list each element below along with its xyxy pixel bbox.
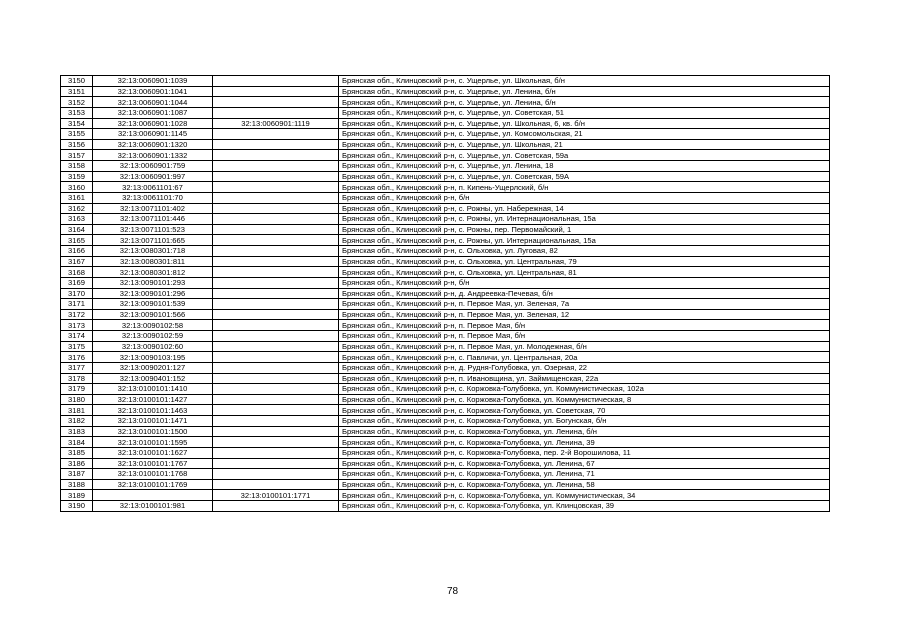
cadastral-number-cell: 32:13:0100101:1769 bbox=[93, 479, 213, 490]
row-number-cell: 3164 bbox=[61, 224, 93, 235]
table-row bbox=[61, 469, 830, 480]
secondary-cadastral-number-cell bbox=[213, 373, 339, 384]
row-number-cell: 3175 bbox=[61, 341, 93, 352]
row-number-cell: 3182 bbox=[61, 416, 93, 427]
row-number-cell: 3154 bbox=[61, 118, 93, 129]
table-row bbox=[61, 150, 830, 161]
table-row bbox=[61, 405, 830, 416]
secondary-cadastral-number-cell bbox=[213, 458, 339, 469]
secondary-cadastral-number-cell bbox=[213, 161, 339, 172]
table-row bbox=[61, 447, 830, 458]
row-number-cell: 3160 bbox=[61, 182, 93, 193]
address-cell: Брянская обл., Клинцовский р-н, с. Коржовка-Голубовка, ул. Коммунистическая, 102а bbox=[339, 384, 830, 395]
secondary-cadastral-number-cell bbox=[213, 86, 339, 97]
table-row bbox=[61, 161, 830, 172]
row-number-cell: 3161 bbox=[61, 192, 93, 203]
secondary-cadastral-number-cell bbox=[213, 203, 339, 214]
cadastral-number-cell: 32:13:0060901:1332 bbox=[93, 150, 213, 161]
cadastral-number-cell: 32:13:0060901:1028 bbox=[93, 118, 213, 129]
address-cell: Брянская обл., Клинцовский р-н, с. Ущерлье, ул. Ленина, б/н bbox=[339, 86, 830, 97]
cadastral-number-cell: 32:13:0090101:566 bbox=[93, 309, 213, 320]
cadastral-number-cell: 32:13:0061101:67 bbox=[93, 182, 213, 193]
table-row bbox=[61, 267, 830, 278]
secondary-cadastral-number-cell bbox=[213, 139, 339, 150]
secondary-cadastral-number-cell bbox=[213, 309, 339, 320]
cadastral-number-cell: 32:13:0100101:1427 bbox=[93, 394, 213, 405]
table-row bbox=[61, 437, 830, 448]
secondary-cadastral-number-cell bbox=[213, 256, 339, 267]
secondary-cadastral-number-cell bbox=[213, 384, 339, 395]
row-number-cell: 3166 bbox=[61, 246, 93, 257]
cadastral-number-cell: 32:13:0090101:293 bbox=[93, 277, 213, 288]
cadastral-number-cell: 32:13:0060901:1320 bbox=[93, 139, 213, 150]
row-number-cell: 3168 bbox=[61, 267, 93, 278]
table-row bbox=[61, 394, 830, 405]
address-cell: Брянская обл., Клинцовский р-н, с. Ущерлье, ул. Советская, 59а bbox=[339, 150, 830, 161]
table-row bbox=[61, 107, 830, 118]
table-row bbox=[61, 139, 830, 150]
table-row bbox=[61, 309, 830, 320]
secondary-cadastral-number-cell bbox=[213, 437, 339, 448]
table-row bbox=[61, 352, 830, 363]
cadastral-number-cell: 32:13:0090401:152 bbox=[93, 373, 213, 384]
cadastral-number-cell bbox=[93, 490, 213, 501]
address-cell: Брянская обл., Клинцовский р-н, п. Ивановщина, ул. Займищенская, 22а bbox=[339, 373, 830, 384]
row-number-cell: 3162 bbox=[61, 203, 93, 214]
registry-table-body bbox=[61, 76, 830, 512]
row-number-cell: 3172 bbox=[61, 309, 93, 320]
address-cell: Брянская обл., Клинцовский р-н, с. Коржовка-Голубовка, пер. 2-й Ворошилова, 11 bbox=[339, 447, 830, 458]
address-cell: Брянская обл., Клинцовский р-н, с. Ущерлье, ул. Школьная, 21 bbox=[339, 139, 830, 150]
row-number-cell: 3150 bbox=[61, 76, 93, 87]
address-cell: Брянская обл., Клинцовский р-н, с. Ущерлье, ул. Школьная, 6, кв. б/н bbox=[339, 118, 830, 129]
address-cell: Брянская обл., Клинцовский р-н, с. Коржовка-Голубовка, ул. Коммунистическая, 34 bbox=[339, 490, 830, 501]
cadastral-number-cell: 32:13:0071101:665 bbox=[93, 235, 213, 246]
cadastral-number-cell: 32:13:0100101:1500 bbox=[93, 426, 213, 437]
cadastral-number-cell: 32:13:0080301:718 bbox=[93, 246, 213, 257]
cadastral-number-cell: 32:13:0071101:446 bbox=[93, 214, 213, 225]
secondary-cadastral-number-cell bbox=[213, 501, 339, 512]
table-row bbox=[61, 416, 830, 427]
table-row bbox=[61, 203, 830, 214]
table-row bbox=[61, 479, 830, 490]
address-cell: Брянская обл., Клинцовский р-н, с. Рожны, ул. Набережная, 14 bbox=[339, 203, 830, 214]
secondary-cadastral-number-cell bbox=[213, 405, 339, 416]
address-cell: Брянская обл., Клинцовский р-н, б/н bbox=[339, 192, 830, 203]
address-cell: Брянская обл., Клинцовский р-н, п. Кипень-Ущерлский, б/н bbox=[339, 182, 830, 193]
table-row bbox=[61, 384, 830, 395]
table-row bbox=[61, 97, 830, 108]
page-number: 78 bbox=[446, 586, 459, 597]
row-number-cell: 3171 bbox=[61, 299, 93, 310]
address-cell: Брянская обл., Клинцовский р-н, с. Коржовка-Голубовка, ул. Коммунистическая, 8 bbox=[339, 394, 830, 405]
row-number-cell: 3158 bbox=[61, 161, 93, 172]
secondary-cadastral-number-cell bbox=[213, 182, 339, 193]
row-number-cell: 3173 bbox=[61, 320, 93, 331]
address-cell: Брянская обл., Клинцовский р-н, с. Рожны, ул. Интернациональная, 15а bbox=[339, 235, 830, 246]
cadastral-number-cell: 32:13:0100101:981 bbox=[93, 501, 213, 512]
row-number-cell: 3188 bbox=[61, 479, 93, 490]
secondary-cadastral-number-cell bbox=[213, 129, 339, 140]
cadastral-number-cell: 32:13:0100101:1471 bbox=[93, 416, 213, 427]
address-cell: Брянская обл., Клинцовский р-н, д. Рудня-Голубовка, ул. Озерная, 22 bbox=[339, 362, 830, 373]
address-cell: Брянская обл., Клинцовский р-н, с. Ущерлье, ул. Советская, 51 bbox=[339, 107, 830, 118]
table-row bbox=[61, 490, 830, 501]
secondary-cadastral-number-cell bbox=[213, 362, 339, 373]
table-row bbox=[61, 501, 830, 512]
cadastral-number-cell: 32:13:0060901:1145 bbox=[93, 129, 213, 140]
cadastral-number-cell: 32:13:0090102:59 bbox=[93, 331, 213, 342]
row-number-cell: 3184 bbox=[61, 437, 93, 448]
address-cell: Брянская обл., Клинцовский р-н, с. Коржовка-Голубовка, ул. Советская, 70 bbox=[339, 405, 830, 416]
secondary-cadastral-number-cell: 32:13:0060901:1119 bbox=[213, 118, 339, 129]
secondary-cadastral-number-cell bbox=[213, 320, 339, 331]
row-number-cell: 3180 bbox=[61, 394, 93, 405]
secondary-cadastral-number-cell bbox=[213, 447, 339, 458]
address-cell: Брянская обл., Клинцовский р-н, п. Первое Мая, ул. Зеленая, 12 bbox=[339, 309, 830, 320]
table-row bbox=[61, 299, 830, 310]
cadastral-number-cell: 32:13:0060901:759 bbox=[93, 161, 213, 172]
table-row bbox=[61, 171, 830, 182]
cadastral-number-cell: 32:13:0060901:1044 bbox=[93, 97, 213, 108]
table-row bbox=[61, 214, 830, 225]
address-cell: Брянская обл., Клинцовский р-н, с. Коржовка-Голубовка, ул. Ленина, б/н bbox=[339, 426, 830, 437]
row-number-cell: 3153 bbox=[61, 107, 93, 118]
address-cell: Брянская обл., Клинцовский р-н, с. Ущерлье, ул. Ленина, б/н bbox=[339, 97, 830, 108]
cadastral-number-cell: 32:13:0100101:1463 bbox=[93, 405, 213, 416]
row-number-cell: 3183 bbox=[61, 426, 93, 437]
secondary-cadastral-number-cell bbox=[213, 192, 339, 203]
table-row bbox=[61, 256, 830, 267]
table-row bbox=[61, 426, 830, 437]
secondary-cadastral-number-cell bbox=[213, 107, 339, 118]
secondary-cadastral-number-cell bbox=[213, 394, 339, 405]
row-number-cell: 3177 bbox=[61, 362, 93, 373]
secondary-cadastral-number-cell bbox=[213, 224, 339, 235]
table-row bbox=[61, 235, 830, 246]
row-number-cell: 3190 bbox=[61, 501, 93, 512]
row-number-cell: 3169 bbox=[61, 277, 93, 288]
cadastral-number-cell: 32:13:0071101:523 bbox=[93, 224, 213, 235]
secondary-cadastral-number-cell bbox=[213, 416, 339, 427]
secondary-cadastral-number-cell bbox=[213, 246, 339, 257]
cadastral-number-cell: 32:13:0090103:195 bbox=[93, 352, 213, 363]
address-cell: Брянская обл., Клинцовский р-н, с. Ущерлье, ул. Ленина, 18 bbox=[339, 161, 830, 172]
cadastral-number-cell: 32:13:0100101:1595 bbox=[93, 437, 213, 448]
cadastral-number-cell: 32:13:0090102:58 bbox=[93, 320, 213, 331]
address-cell: Брянская обл., Клинцовский р-н, с. Коржовка-Голубовка, ул. Ленина, 67 bbox=[339, 458, 830, 469]
table-row bbox=[61, 118, 830, 129]
secondary-cadastral-number-cell bbox=[213, 235, 339, 246]
secondary-cadastral-number-cell bbox=[213, 352, 339, 363]
table-row bbox=[61, 288, 830, 299]
cadastral-number-cell: 32:13:0061101:70 bbox=[93, 192, 213, 203]
table-row bbox=[61, 192, 830, 203]
cadastral-number-cell: 32:13:0060901:997 bbox=[93, 171, 213, 182]
table-row bbox=[61, 277, 830, 288]
cadastral-number-cell: 32:13:0080301:811 bbox=[93, 256, 213, 267]
cadastral-number-cell: 32:13:0071101:402 bbox=[93, 203, 213, 214]
table-row bbox=[61, 331, 830, 342]
row-number-cell: 3174 bbox=[61, 331, 93, 342]
address-cell: Брянская обл., Клинцовский р-н, б/н bbox=[339, 277, 830, 288]
address-cell: Брянская обл., Клинцовский р-н, с. Ольховка, ул. Центральная, 81 bbox=[339, 267, 830, 278]
table-row bbox=[61, 362, 830, 373]
address-cell: Брянская обл., Клинцовский р-н, п. Первое Мая, б/н bbox=[339, 331, 830, 342]
table-row bbox=[61, 224, 830, 235]
cadastral-number-cell: 32:13:0090201:127 bbox=[93, 362, 213, 373]
address-cell: Брянская обл., Клинцовский р-н, с. Ущерлье, ул. Школьная, б/н bbox=[339, 76, 830, 87]
secondary-cadastral-number-cell bbox=[213, 288, 339, 299]
address-cell: Брянская обл., Клинцовский р-н, с. Рожны, пер. Первомайский, 1 bbox=[339, 224, 830, 235]
table-row bbox=[61, 182, 830, 193]
secondary-cadastral-number-cell bbox=[213, 341, 339, 352]
row-number-cell: 3186 bbox=[61, 458, 93, 469]
address-cell: Брянская обл., Клинцовский р-н, с. Коржовка-Голубовка, ул. Богунская, б/н bbox=[339, 416, 830, 427]
cadastral-number-cell: 32:13:0080301:812 bbox=[93, 267, 213, 278]
row-number-cell: 3187 bbox=[61, 469, 93, 480]
secondary-cadastral-number-cell bbox=[213, 277, 339, 288]
secondary-cadastral-number-cell bbox=[213, 97, 339, 108]
secondary-cadastral-number-cell bbox=[213, 479, 339, 490]
row-number-cell: 3179 bbox=[61, 384, 93, 395]
address-cell: Брянская обл., Клинцовский р-н, п. Первое Мая, б/н bbox=[339, 320, 830, 331]
cadastral-number-cell: 32:13:0100101:1627 bbox=[93, 447, 213, 458]
address-cell: Брянская обл., Клинцовский р-н, с. Павличи, ул. Центральная, 20а bbox=[339, 352, 830, 363]
row-number-cell: 3185 bbox=[61, 447, 93, 458]
table-row bbox=[61, 373, 830, 384]
table-row bbox=[61, 129, 830, 140]
row-number-cell: 3156 bbox=[61, 139, 93, 150]
row-number-cell: 3178 bbox=[61, 373, 93, 384]
table-row bbox=[61, 246, 830, 257]
row-number-cell: 3165 bbox=[61, 235, 93, 246]
cadastral-number-cell: 32:13:0090102:60 bbox=[93, 341, 213, 352]
table-row bbox=[61, 86, 830, 97]
address-cell: Брянская обл., Клинцовский р-н, с. Коржовка-Голубовка, ул. Ленина, 58 bbox=[339, 479, 830, 490]
row-number-cell: 3163 bbox=[61, 214, 93, 225]
table-row bbox=[61, 458, 830, 469]
table-row bbox=[61, 341, 830, 352]
cadastral-number-cell: 32:13:0060901:1039 bbox=[93, 76, 213, 87]
row-number-cell: 3176 bbox=[61, 352, 93, 363]
table-row bbox=[61, 76, 830, 87]
address-cell: Брянская обл., Клинцовский р-н, с. Рожны, ул. Интернациональная, 15а bbox=[339, 214, 830, 225]
address-cell: Брянская обл., Клинцовский р-н, с. Ущерлье, ул. Комсомольская, 21 bbox=[339, 129, 830, 140]
address-cell: Брянская обл., Клинцовский р-н, с. Ольховка, ул. Центральная, 79 bbox=[339, 256, 830, 267]
cadastral-number-cell: 32:13:0090101:296 bbox=[93, 288, 213, 299]
row-number-cell: 3159 bbox=[61, 171, 93, 182]
secondary-cadastral-number-cell bbox=[213, 150, 339, 161]
address-cell: Брянская обл., Клинцовский р-н, с. Коржовка-Голубовка, ул. Ленина, 71 bbox=[339, 469, 830, 480]
row-number-cell: 3151 bbox=[61, 86, 93, 97]
registry-table bbox=[60, 75, 830, 512]
secondary-cadastral-number-cell: 32:13:0100101:1771 bbox=[213, 490, 339, 501]
row-number-cell: 3152 bbox=[61, 97, 93, 108]
address-cell: Брянская обл., Клинцовский р-н, с. Коржовка-Голубовка, ул. Ленина, 39 bbox=[339, 437, 830, 448]
row-number-cell: 3181 bbox=[61, 405, 93, 416]
cadastral-number-cell: 32:13:0100101:1768 bbox=[93, 469, 213, 480]
secondary-cadastral-number-cell bbox=[213, 267, 339, 278]
address-cell: Брянская обл., Клинцовский р-н, п. Первое Мая, ул. Зеленая, 7а bbox=[339, 299, 830, 310]
address-cell: Брянская обл., Клинцовский р-н, с. Коржовка-Голубовка, ул. Клинцовская, 39 bbox=[339, 501, 830, 512]
secondary-cadastral-number-cell bbox=[213, 76, 339, 87]
table-row bbox=[61, 320, 830, 331]
row-number-cell: 3167 bbox=[61, 256, 93, 267]
secondary-cadastral-number-cell bbox=[213, 469, 339, 480]
cadastral-number-cell: 32:13:0100101:1410 bbox=[93, 384, 213, 395]
cadastral-number-cell: 32:13:0090101:539 bbox=[93, 299, 213, 310]
secondary-cadastral-number-cell bbox=[213, 331, 339, 342]
row-number-cell: 3157 bbox=[61, 150, 93, 161]
cadastral-number-cell: 32:13:0100101:1767 bbox=[93, 458, 213, 469]
row-number-cell: 3155 bbox=[61, 129, 93, 140]
address-cell: Брянская обл., Клинцовский р-н, п. Первое Мая, ул. Молодежная, б/н bbox=[339, 341, 830, 352]
secondary-cadastral-number-cell bbox=[213, 171, 339, 182]
cadastral-number-cell: 32:13:0060901:1087 bbox=[93, 107, 213, 118]
address-cell: Брянская обл., Клинцовский р-н, с. Ольховка, ул. Луговая, 82 bbox=[339, 246, 830, 257]
row-number-cell: 3189 bbox=[61, 490, 93, 501]
address-cell: Брянская обл., Клинцовский р-н, с. Ущерлье, ул. Советская, 59А bbox=[339, 171, 830, 182]
secondary-cadastral-number-cell bbox=[213, 299, 339, 310]
secondary-cadastral-number-cell bbox=[213, 426, 339, 437]
secondary-cadastral-number-cell bbox=[213, 214, 339, 225]
address-cell: Брянская обл., Клинцовский р-н, д. Андреевка-Печевая, б/н bbox=[339, 288, 830, 299]
cadastral-number-cell: 32:13:0060901:1041 bbox=[93, 86, 213, 97]
row-number-cell: 3170 bbox=[61, 288, 93, 299]
